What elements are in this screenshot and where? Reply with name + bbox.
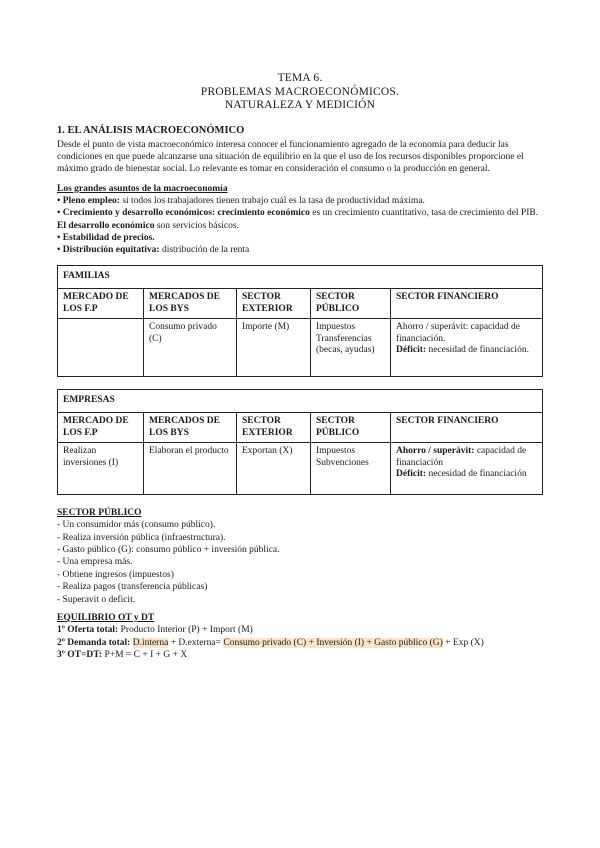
bullet-crecimiento — [57, 207, 543, 231]
list-item: - Obtiene ingresos (impuestos) — [57, 569, 174, 580]
column-header: SECTOR EXTERIOR — [237, 289, 311, 319]
demanda-total-line — [57, 637, 543, 650]
cell-text: capacidad de financiación — [396, 446, 527, 468]
list-item: - Realiza pagos (transferencia públicas) — [57, 582, 208, 593]
bullet-pleno-empleo — [57, 195, 543, 207]
table-cell: Consumo privado (C) — [144, 319, 237, 377]
table-cell: Elaboran el producto — [144, 443, 237, 495]
sector-publico-list — [57, 519, 543, 606]
table-cell — [58, 319, 144, 377]
bullet-label: • Pleno empleo: — [57, 196, 120, 207]
table-cell: Realizan inversiones (I) — [58, 443, 144, 495]
column-header: MERCADO DE LOS F.P — [58, 413, 144, 443]
cell-text: Ahorro / superávit: capacidad de financiación. — [396, 322, 520, 344]
list-item: - Un consumidor más (consumo público). — [57, 520, 216, 531]
column-header: SECTOR PÚBLICO — [311, 289, 391, 319]
familias-title: FAMILIAS — [58, 266, 543, 289]
title-line-1: TEMA 6. — [277, 72, 323, 84]
empresas-title: EMPRESAS — [58, 390, 543, 413]
bullet-text: si todos los trabajadores tienen trabajo cuál es la tasa de productividad máxima. — [119, 196, 425, 207]
bullet-text: es un crecimiento cuantitativo, tasa de crecimiento del PIB. — [309, 208, 539, 219]
table-cell: Exportan (X) — [237, 443, 311, 495]
equilibrio-block — [57, 624, 543, 662]
highlighted-text: Consumo privado (C) + Inversión (I) + Gasto público (G) — [223, 637, 443, 648]
cell-label: Déficit: — [396, 469, 427, 480]
line-label: 3º OT=DT: — [57, 650, 103, 661]
cell-label: Ahorro / superávit: — [396, 446, 475, 457]
column-header: SECTOR FINANCIERO — [391, 413, 543, 443]
line-label: 2º Demanda total: — [57, 637, 131, 648]
document-title — [57, 72, 543, 113]
bullet-label: • Estabilidad de precios. — [57, 232, 155, 243]
column-header: SECTOR FINANCIERO — [391, 289, 543, 319]
line-text: P+M = C + I + G + X — [102, 650, 188, 661]
sector-publico-heading: SECTOR PÚBLICO — [57, 508, 142, 519]
cell-text: necesidad de financiación. — [426, 345, 529, 356]
familias-table — [57, 265, 543, 377]
cell-label: Déficit: — [396, 345, 427, 356]
table-cell: Impuestos Subvenciones — [311, 443, 391, 495]
empresas-table — [57, 389, 543, 495]
bullet-label: El desarrollo económico — [57, 220, 155, 231]
column-header: MERCADOS DE LOS BYS — [144, 413, 237, 443]
bullet-distribucion — [57, 244, 543, 256]
empresas-table-wrap — [57, 389, 543, 495]
list-item: - Una empresa más. — [57, 557, 133, 568]
cell-text: necesidad de financiación — [426, 469, 527, 480]
bullet-text: distribución de la renta — [159, 244, 250, 255]
column-header: MERCADO DE LOS F.P — [58, 289, 144, 319]
table-cell: Impuestos Transferencias (becas, ayudas) — [311, 319, 391, 377]
line-label: 1º Oferta total: — [57, 624, 119, 635]
ot-dt-line — [57, 649, 543, 662]
list-item: - Realiza inversión pública (infraestructura). — [57, 532, 226, 543]
line-text: + Exp (X) — [442, 637, 484, 648]
column-header: SECTOR PÚBLICO — [311, 413, 391, 443]
line-text: Producto Interior (P) + Import (M) — [118, 624, 253, 635]
section-heading: 1. EL ANÁLISIS MACROECONÓMICO — [57, 124, 245, 136]
bullet-text: son servicios básicos. — [154, 220, 239, 231]
equilibrio-heading: EQUILIBRIO OT y DT — [57, 612, 155, 623]
bullet-estabilidad — [57, 232, 543, 244]
table-cell — [391, 319, 543, 377]
grandes-asuntos-heading: Los grandes asuntos de la macroeconomía — [57, 184, 228, 195]
bullet-label: • Crecimiento y desarrollo económicos: crecimiento económico — [57, 208, 310, 219]
document-page — [57, 72, 543, 662]
table-cell — [391, 443, 543, 495]
column-header: SECTOR EXTERIOR — [237, 413, 311, 443]
familias-table-wrap — [57, 265, 543, 377]
list-item: - Superavit o deficit. — [57, 594, 136, 605]
line-text: + D.externa= — [168, 637, 224, 648]
title-line-2: PROBLEMAS MACROECONÓMICOS. — [200, 85, 400, 98]
intro-paragraph: Desde el punto de vista macroeconómico interesa conocer el funcionamiento agregado de la economía para deducir las condiciones en que puede alcanzarse una situación de equilibrio en la que el uso de los recursos disponibles proporcione el máximo grado de bienestar social. Lo relevante es tomar en consideración el consumo o la producción en general. — [57, 139, 524, 174]
table-cell: Importe (M) — [237, 319, 311, 377]
highlighted-text: D.interna — [132, 637, 169, 648]
list-item: - Gasto público (G): consumo público + inversión pública. — [57, 544, 280, 555]
title-line-3: NATURALEZA Y MEDICIÓN — [224, 99, 376, 111]
column-header: MERCADOS DE LOS BYS — [144, 289, 237, 319]
oferta-total-line — [57, 624, 543, 637]
bullet-label: • Distribución equitativa: — [57, 244, 160, 255]
grandes-asuntos-list — [57, 195, 543, 256]
